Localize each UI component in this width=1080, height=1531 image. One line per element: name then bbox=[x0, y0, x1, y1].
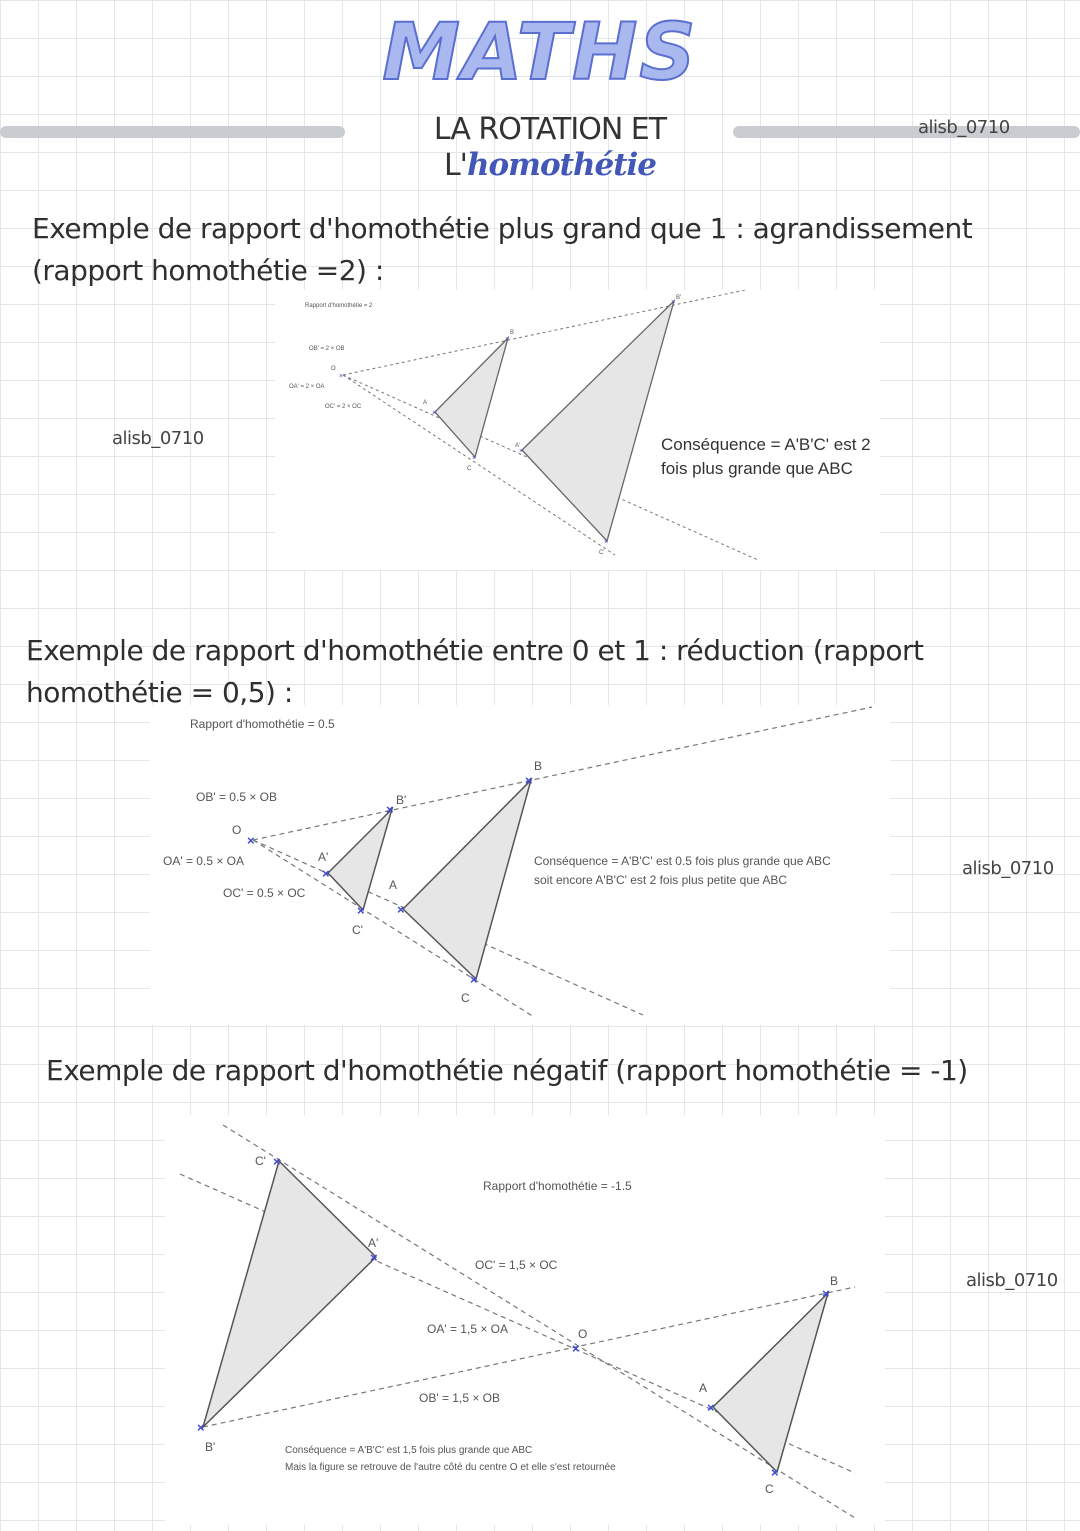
ratio-label-oa: OA' = 1,5 × OA bbox=[427, 1322, 508, 1336]
consequence-line-1: Conséquence = A'B'C' est 1,5 fois plus grande que ABC bbox=[285, 1445, 533, 1456]
point-label-c-prime: C' bbox=[599, 550, 605, 556]
point-label-a-prime: A' bbox=[368, 1236, 379, 1250]
watermark: alisb_0710 bbox=[962, 858, 1054, 879]
point-label-c: C bbox=[467, 466, 472, 472]
ratio-label-oc: OC' = 1,5 × OC bbox=[475, 1258, 558, 1272]
point-label-a: A bbox=[389, 878, 398, 892]
point-label-b: B bbox=[830, 1274, 839, 1288]
svg-text:×: × bbox=[572, 1341, 580, 1356]
point-label-b: B bbox=[510, 330, 515, 336]
rapport-label: Rapport d'homothétie = -1.5 bbox=[483, 1179, 632, 1193]
svg-text:×: × bbox=[273, 1154, 281, 1169]
svg-text:×: × bbox=[707, 1400, 715, 1415]
figure-reduction bbox=[150, 705, 890, 1025]
svg-text:×: × bbox=[525, 773, 533, 788]
svg-text:×: × bbox=[339, 373, 344, 380]
svg-text:×: × bbox=[370, 1250, 378, 1265]
svg-text:×: × bbox=[386, 802, 394, 817]
ratio-label-oc: OC' = 0.5 × OC bbox=[223, 886, 306, 900]
svg-text:×: × bbox=[671, 299, 676, 306]
watermark: alisb_0710 bbox=[112, 428, 204, 449]
header-divider-right bbox=[733, 126, 1080, 138]
watermark: alisb_0710 bbox=[966, 1270, 1058, 1291]
section-heading-reduction: Exemple de rapport d'homothétie entre 0 et 1 : réduction (rapport homothétie = 0,5) : bbox=[26, 634, 924, 709]
point-label-c: C bbox=[765, 1482, 774, 1496]
ratio-label-oc: OC' = 2 × OC bbox=[325, 404, 362, 410]
svg-text:×: × bbox=[197, 1420, 205, 1435]
point-label-a: A bbox=[699, 1381, 708, 1395]
figure-negative bbox=[165, 1115, 885, 1525]
point-label-b-prime: B' bbox=[396, 793, 407, 807]
consequence-line-2: soit encore A'B'C' est 2 fois plus petite que ABC bbox=[534, 873, 788, 887]
consequence-line-1: Conséquence = A'B'C' est 2 bbox=[661, 435, 871, 454]
ratio-label-ob: OB' = 1,5 × OB bbox=[419, 1391, 500, 1405]
point-label-c-prime: C' bbox=[255, 1154, 266, 1168]
subtitle-prefix: LA ROTATION ET L' bbox=[433, 112, 667, 183]
point-label-o: O bbox=[331, 366, 336, 372]
svg-text:×: × bbox=[247, 833, 255, 848]
svg-text:×: × bbox=[519, 448, 524, 455]
point-label-c: C bbox=[461, 991, 470, 1005]
ratio-label-ob: OB' = 2 × OB bbox=[309, 346, 345, 352]
rapport-label: Rapport d'homothétie = 0.5 bbox=[190, 717, 335, 731]
point-label-b: B bbox=[534, 759, 543, 773]
svg-text:×: × bbox=[357, 903, 365, 918]
ratio-label-ob: OB' = 0.5 × OB bbox=[196, 790, 277, 804]
ratio-label-oa: OA' = 2 × OA bbox=[289, 384, 325, 390]
figure-enlargement bbox=[275, 290, 880, 570]
point-label-o: O bbox=[232, 823, 242, 837]
section-heading-negative: Exemple de rapport d'homothétie négatif (rapport homothétie = -1) bbox=[46, 1054, 968, 1087]
svg-text:×: × bbox=[771, 1465, 779, 1480]
consequence-line-2: Mais la figure se retrouve de l'autre côté du centre O et elle s'est retournée bbox=[285, 1462, 616, 1473]
point-label-a: A bbox=[423, 400, 428, 406]
svg-text:×: × bbox=[322, 866, 330, 881]
point-label-b-prime: B' bbox=[205, 1440, 216, 1454]
section-heading-enlargement: Exemple de rapport d'homothétie plus grand que 1 : agrandissement (rapport homothétie =2) : bbox=[32, 212, 973, 287]
svg-text:×: × bbox=[432, 410, 437, 417]
svg-text:×: × bbox=[604, 539, 609, 546]
svg-text:×: × bbox=[470, 972, 478, 987]
point-label-a-prime: A' bbox=[515, 443, 521, 449]
page-subtitle bbox=[360, 112, 740, 183]
rapport-label: Rapport d'homothétie = 2 bbox=[305, 303, 373, 309]
point-label-c-prime: C' bbox=[352, 923, 363, 937]
header-divider-left bbox=[0, 126, 345, 138]
svg-text:×: × bbox=[472, 455, 477, 462]
svg-text:×: × bbox=[505, 336, 510, 343]
point-label-o: O bbox=[578, 1327, 588, 1341]
svg-text:×: × bbox=[397, 902, 405, 917]
svg-text:×: × bbox=[822, 1286, 830, 1301]
point-label-b-prime: B' bbox=[676, 295, 682, 301]
consequence-line-2: fois plus grande que ABC bbox=[661, 459, 853, 478]
ratio-label-oa: OA' = 0.5 × OA bbox=[163, 854, 244, 868]
consequence-line-1: Conséquence = A'B'C' est 0.5 fois plus grande que ABC bbox=[534, 854, 831, 868]
page-title: MATHS bbox=[382, 8, 698, 98]
subtitle-highlight: homothétie bbox=[466, 147, 657, 183]
watermark: alisb_0710 bbox=[918, 117, 1010, 138]
point-label-a-prime: A' bbox=[318, 850, 329, 864]
